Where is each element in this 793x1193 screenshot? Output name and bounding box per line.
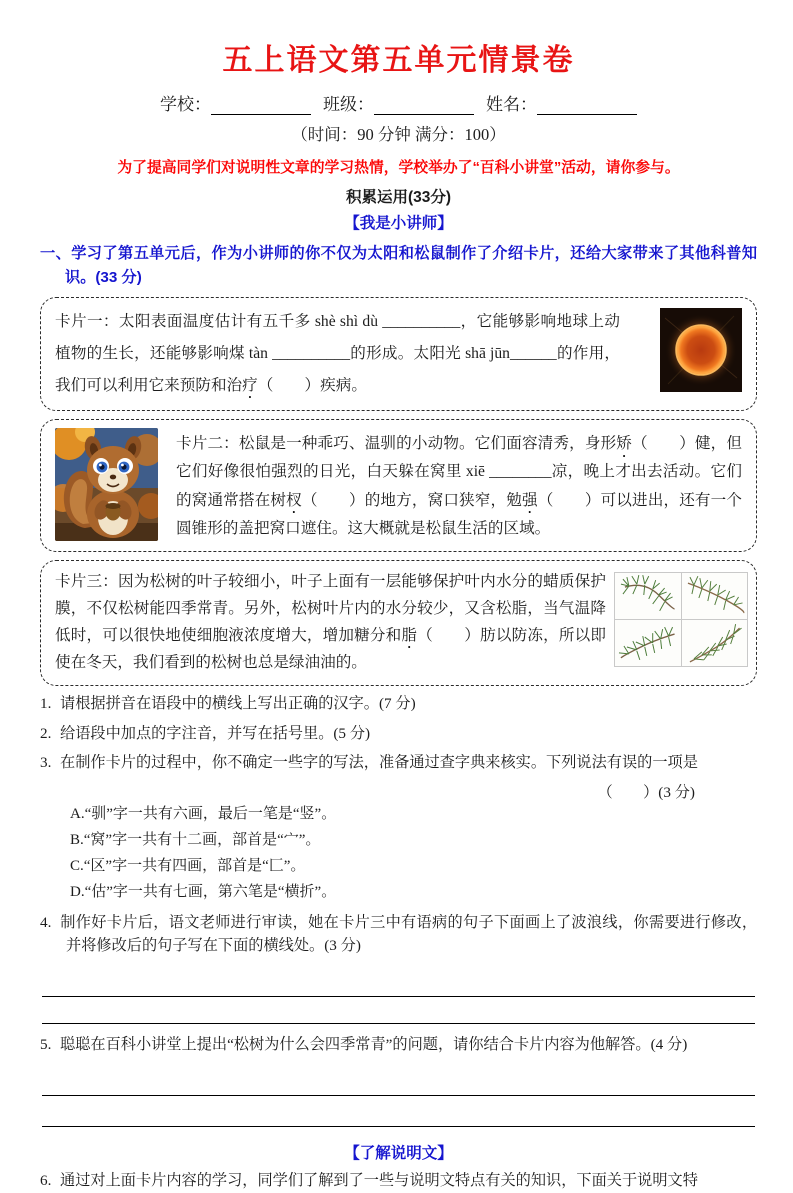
question-one-stem: 一、学习了第五单元后，作为小讲师的你不仅为太阳和松鼠制作了介绍卡片，还给大家带来了其他科普知识。(33 分) <box>40 245 757 286</box>
card-two-text: 卡片二：松鼠是一种乖巧、温驯的小动物。它们面容清秀，身形矫（ ）健，但它们好像很怕强烈的日光，白天躲在窝里 xiē ________凉，晚上才出去活动。它们的窝通常搭在树杈（ ）的地方，窝口狭窄，勉强（ ）可以进出，还有一个圆锥形的盖把窝口遮住。这大概就是松鼠生活的区域。 <box>158 428 742 544</box>
sun-image <box>660 308 742 392</box>
pine-branch-bottom-right <box>682 620 748 666</box>
emphasized-character: 杈 <box>286 491 302 509</box>
question-4 <box>40 912 757 958</box>
question-3-option-d[interactable]: D.“估”字一共有七画，第六笔是“横折”。 <box>70 883 337 900</box>
question-1-text: 请根据拼音在语段中的横线上写出正确的汉字。(7 分) <box>60 694 416 712</box>
question-5-text: 聪聪在百科小讲堂上提出“松树为什么会四季常青”的问题，请你结合卡片内容为他解答。(4 分) <box>60 1035 688 1053</box>
squirrel-image <box>55 428 158 541</box>
answer-line-q4-1[interactable] <box>42 970 755 997</box>
question-2-text: 给语段中加点的字注音，并写在括号里。(5 分) <box>60 724 371 742</box>
question-5-number: 5. <box>40 1035 52 1053</box>
section-title-accumulation: 积累运用(33分) <box>345 189 452 206</box>
question-3-option-b[interactable]: B.“窝”字一共有十二画，部首是“宀”。 <box>70 831 321 848</box>
question-3 <box>40 752 757 775</box>
card-one-sun <box>40 297 757 411</box>
answer-line-q5-1[interactable] <box>42 1069 755 1096</box>
question-6 <box>40 1170 757 1193</box>
school-label: 学校： <box>160 95 211 114</box>
class-input-line[interactable] <box>374 97 474 115</box>
question-4-text: 制作好卡片后，语文老师进行审读，她在卡片三中有语病的句子下面画上了波浪线，你需要进行修改，并将修改后的句子写在下面的横线处。(3 分) <box>60 914 757 955</box>
student-info-row <box>40 90 757 115</box>
question-4-number: 4. <box>40 914 52 932</box>
answer-line-q4-2[interactable] <box>42 997 755 1024</box>
question-1 <box>40 693 757 716</box>
question-6-number: 6. <box>40 1171 52 1189</box>
emphasized-character: 疗 <box>242 377 258 395</box>
answer-line-q5-2[interactable] <box>42 1096 755 1127</box>
subsection-know-expository: 【了解说明文】 <box>344 1144 453 1162</box>
class-field <box>323 90 474 115</box>
fill-in-blank[interactable]: __________ <box>382 313 461 331</box>
pine-branch-bottom-left <box>615 620 681 666</box>
question-1-number: 1. <box>40 694 52 712</box>
card-two-squirrel <box>40 419 757 553</box>
question-3-answer-bracket[interactable]: （ ）(3 分) <box>597 784 695 802</box>
emphasized-character: 矫 <box>616 434 632 452</box>
name-input-line[interactable] <box>537 97 637 115</box>
pine-branch-top-left <box>615 573 681 619</box>
card-three-pine <box>40 560 757 685</box>
pine-branches-image <box>614 572 748 667</box>
card-three-text: 卡片三：因为松树的叶子较细小，叶子上面有一层能够保护叶内水分的蜡质保护膜，不仅松树能四季常青。另外，松树叶片内的水分较少，又含松脂，当气温降低时，可以很快地使细胞液浓度增大，增加糖分和脂（ ）肪以防冻，所以即使在冬天，我们看到的松树也总是绿油油的。 <box>55 573 606 671</box>
question-3-text: 在制作卡片的过程中，你不确定一些字的写法，准备通过查字典来核实。下列说法有误的一项是 <box>60 754 698 772</box>
school-input-line[interactable] <box>211 97 311 115</box>
emphasized-character: 强 <box>521 491 538 509</box>
name-label: 姓名： <box>486 95 537 114</box>
question-2 <box>40 723 757 746</box>
question-3-option-c[interactable]: C.“区”字一共有四画，部首是“匚”。 <box>70 857 306 874</box>
question-5 <box>40 1034 757 1057</box>
page-title: 五上语文第五单元情景卷 <box>222 44 575 77</box>
school-field <box>160 90 311 115</box>
card-one-text: 卡片一：太阳表面温度估计有五千多 shè shì dù __________，它能够影响地球上动植物的生长，还能够影响煤 tàn __________的形成。太阳光 shā jūn______的作用，我们可以利用它来预防和治疗（ ）疾病。 <box>55 313 620 394</box>
fill-in-blank[interactable]: __________ <box>272 345 351 363</box>
subsection-little-lecturer: 【我是小讲师】 <box>344 215 453 232</box>
pine-branch-top-right <box>682 573 748 619</box>
question-6-text: 通过对上面卡片内容的学习，同学们了解到了一些与说明文特点有关的知识，下面关于说明文特 <box>60 1171 698 1189</box>
emphasized-character: 脂 <box>401 627 418 645</box>
fill-in-blank[interactable]: ________ <box>489 463 552 481</box>
question-3-number: 3. <box>40 754 52 772</box>
time-score-line: （时间：90 分钟 满分：100） <box>291 125 506 144</box>
name-field <box>486 90 637 115</box>
activity-intro: 为了提高同学们对说明性文章的学习热情，学校举办了“百科小讲堂”活动，请你参与。 <box>117 160 680 176</box>
question-2-number: 2. <box>40 724 52 742</box>
class-label: 班级： <box>323 95 374 114</box>
question-3-option-a[interactable]: A.“驯”字一共有六画，最后一笔是“竖”。 <box>70 806 337 823</box>
fill-in-blank[interactable]: ______ <box>509 345 557 363</box>
